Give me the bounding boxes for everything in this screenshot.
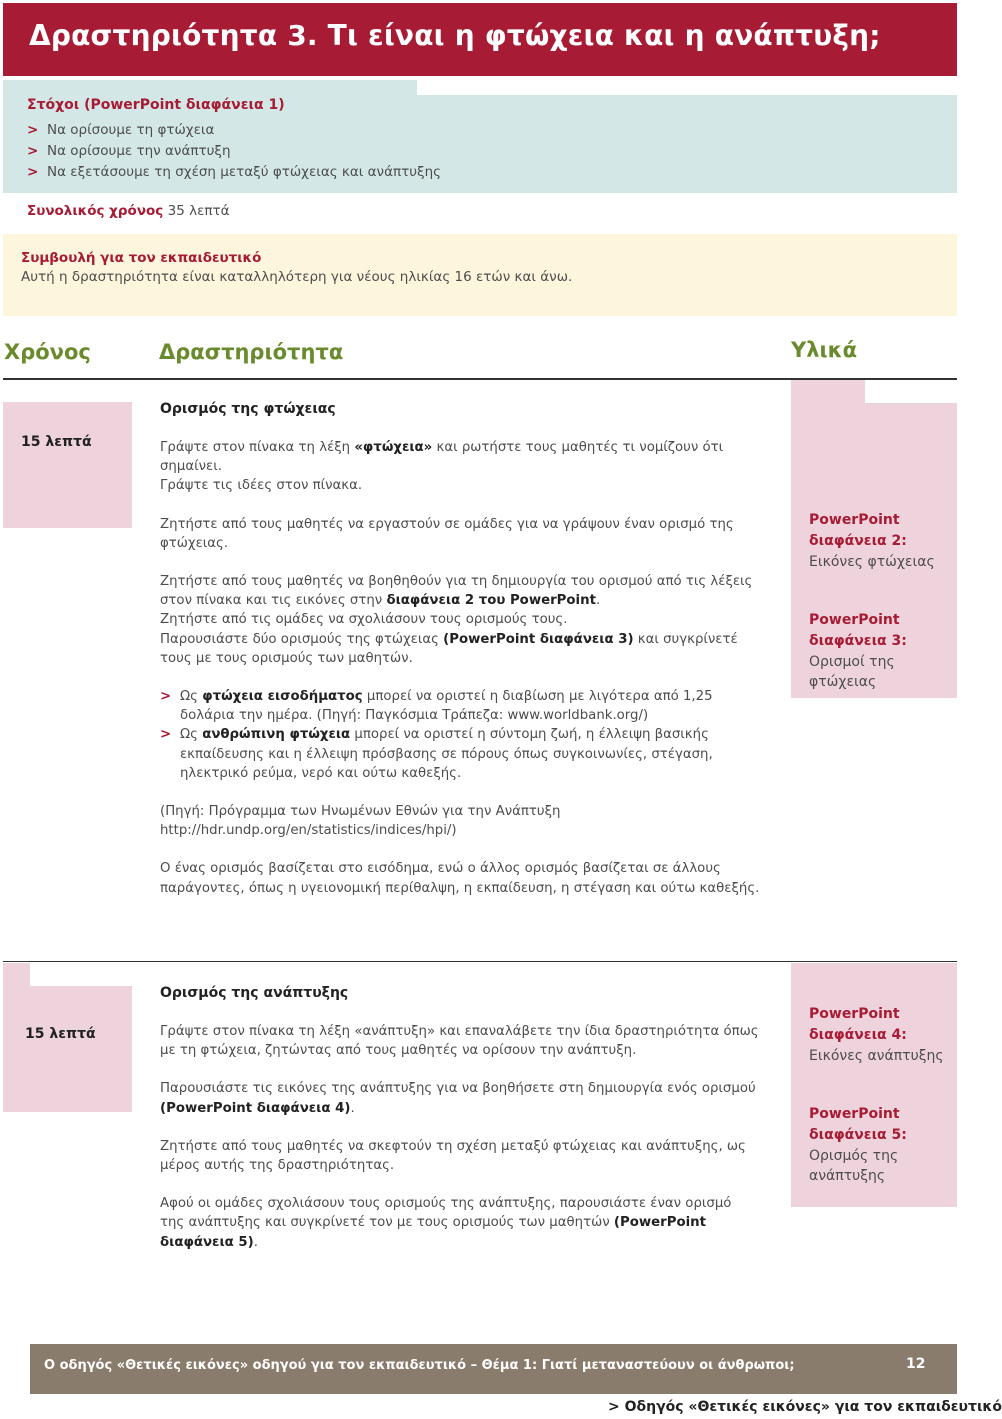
footer-text: Ο οδηγός «Θετικές εικόνες» οδηγού για τον εκπαιδευτικό – Θέμα 1: Γιατί μεταναστεύουν οι άνθρωποι; <box>44 1358 795 1373</box>
section2-body <box>160 1022 760 1252</box>
total-time: Συνολικός χρόνος 35 λεπτά <box>27 203 230 219</box>
section1-materials <box>809 510 954 692</box>
paragraph: (Πηγή: Πρόγραμμα των Ηνωμένων Εθνών για την Ανάπτυξη http://hdr.undp.org/en/statistics/indices/hpi/) <box>160 804 561 839</box>
teacher-tip-title: Συμβουλή για τον εκπαιδευτικό <box>21 250 262 266</box>
column-header-materials: Υλικά <box>791 338 858 362</box>
section2-materials <box>809 1004 954 1186</box>
section1-duration: 15 λεπτά <box>21 434 92 450</box>
paragraph: Ο ένας ορισμός βασίζεται στο εισόδημα, ενώ ο άλλος ορισμός βασίζεται σε άλλους παράγοντες, όπως η υγειονομική περίθαλψη, η εκπαίδευση, η στέγαση και ούτω καθεξής. <box>160 861 760 896</box>
goal-item: > Να ορίσουμε την ανάπτυξη <box>27 141 441 162</box>
section1-title: Ορισμός της φτώχειας <box>160 401 336 417</box>
footer-guide-link: > Οδηγός «Θετικές εικόνες» για τον εκπαιδευτικό <box>608 1399 1002 1415</box>
paragraph: Γράψτε στον πίνακα τη λέξη «φτώχεια» και ρωτήστε τους μαθητές τι νομίζουν ότι σημαίνει. Γράψτε τις ιδέες στον πίνακα. <box>160 440 724 494</box>
paragraph: Ζητήστε από τους μαθητές να σκεφτούν τη σχέση μεταξύ φτώχειας και ανάπτυξης, ως μέρος αυτής της δραστηριότητας. <box>160 1138 746 1174</box>
paragraph: Ζητήστε από τους μαθητές να εργαστούν σε ομάδες για να γράψουν έναν ορισμό της φτώχειας. <box>160 516 734 551</box>
teacher-tip-text: Αυτή η δραστηριότητα είναι καταλληλότερη για νέους ηλικίας 16 ετών και άνω. <box>21 269 573 285</box>
material-text: Ορισμοί της φτώχειας <box>809 654 895 690</box>
material-text: Εικόνες ανάπτυξης <box>809 1048 944 1064</box>
paragraph: Αφού οι ομάδες σχολιάσουν τους ορισμούς της ανάπτυξης, παρουσιάστε έναν ορισμό της ανάπτυξης και συγκρίνετέ τον με τους ορισμούς των μαθητών (PowerPoint διαφάνεια 5). <box>160 1196 732 1250</box>
material-title: PowerPoint διαφάνεια 2: <box>809 512 907 549</box>
list-item: > Ως φτώχεια εισοδήματος μπορεί να οριστεί η διαβίωση με λιγότερα από 1,25 δολάρια την ημέρα. (Πηγή: Παγκόσμια Τράπεζα: www.worldbank.org/) <box>160 687 770 725</box>
duration-cell <box>3 986 132 1112</box>
section2-duration: 15 λεπτά <box>25 1026 96 1042</box>
page-title: Δραστηριότητα 3. Τι είναι η φτώχεια και η ανάπτυξη; <box>29 19 881 52</box>
material-title: PowerPoint διαφάνεια 4: <box>809 1006 907 1043</box>
bullet-arrow-icon: > <box>27 122 39 138</box>
material-text: Ορισμός της ανάπτυξης <box>809 1148 899 1184</box>
section1-body <box>160 438 780 898</box>
page-header <box>3 3 957 76</box>
bullet-arrow-icon: > <box>27 164 39 180</box>
material-text: Εικόνες φτώχειας <box>809 554 935 570</box>
paragraph: Γράψτε στον πίνακα τη λέξη «ανάπτυξη» και επαναλάβετε την ίδια δραστηριότητα όπως με τη φτώχεια, ζητώντας από τους μαθητές να ορίσουν την ανάπτυξη. <box>160 1024 759 1059</box>
list-item: > Ως ανθρώπινη φτώχεια μπορεί να οριστεί η σύντομη ζωή, η έλλειψη βασικής εκπαίδευσης και η έλλειψη πρόσβασης σε πόρους όπως συγκοινωνίες, στέγαση, ηλεκτρικό ρεύμα, νερό και ούτω καθεξής. <box>160 725 770 783</box>
bullet-arrow-icon: > <box>27 143 39 159</box>
goal-item: > Να ορίσουμε τη φτώχεια <box>27 120 441 141</box>
section-divider <box>3 961 957 962</box>
bullet-arrow-icon: > <box>160 727 172 743</box>
paragraph: Ζητήστε από τους μαθητές να βοηθηθούν για τη δημιουργία του ορισμού από τις λέξεις στον πίνακα και τις εικόνες στην διαφάνεια 2 του PowerPoint. Ζητήστε από τις ομάδες να σχολιάσουν τους ορισμούς τους. Παρουσιάστε δύο ορισμούς της φτώχειας (PowerPoint διαφάνεια 3) και συγκρίνετέ τους με τους ορισμούς των μαθητών. <box>160 574 753 666</box>
section2-title: Ορισμός της ανάπτυξης <box>160 985 349 1001</box>
material-title: PowerPoint διαφάνεια 3: <box>809 612 907 649</box>
bullet-arrow-icon: > <box>160 689 172 705</box>
duration-cell <box>3 402 132 528</box>
column-header-activity: Δραστηριότητα <box>159 340 344 364</box>
goal-item: > Να εξετάσουμε τη σχέση μεταξύ φτώχειας και ανάπτυξης <box>27 162 441 183</box>
goals-list <box>27 120 441 183</box>
column-header-time: Χρόνος <box>4 340 91 364</box>
goals-title: Στόχοι (PowerPoint διαφάνεια 1) <box>27 97 285 113</box>
material-title: PowerPoint διαφάνεια 5: <box>809 1106 907 1143</box>
paragraph: Παρουσιάστε τις εικόνες της ανάπτυξης για να βοηθήσετε στη δημιουργία ενός ορισμού (PowerPoint διαφάνεια 4). <box>160 1081 756 1116</box>
page-number: 12 <box>906 1356 926 1372</box>
